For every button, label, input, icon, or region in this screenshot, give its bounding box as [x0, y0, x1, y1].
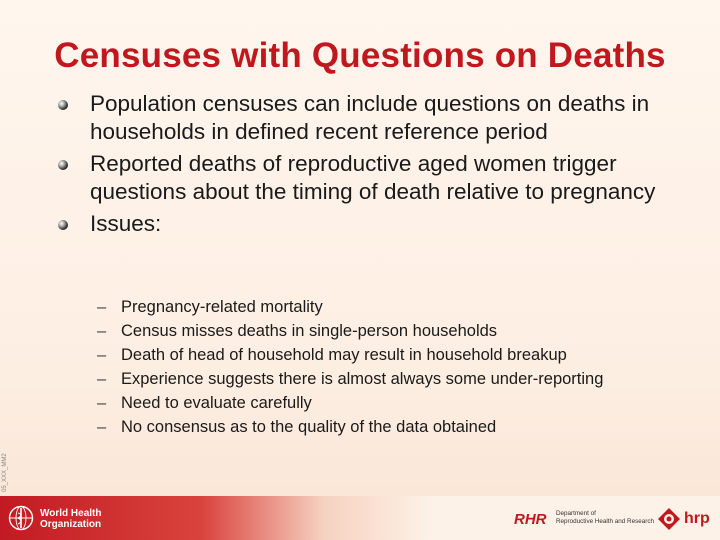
bullet-dot-icon	[58, 220, 68, 230]
rhr-logo: RHR	[514, 511, 547, 528]
dash-marker: –	[97, 370, 107, 388]
sub-bullet-item	[97, 370, 687, 389]
who-name-line2: Organization	[40, 519, 102, 530]
sub-bullet-item	[97, 346, 687, 365]
department-name	[556, 510, 654, 526]
department-line1: Department of	[556, 510, 596, 517]
sub-bullet-text: Census misses deaths in single-person households	[121, 322, 498, 340]
slide-title: Censuses with Questions on Deaths	[54, 36, 666, 75]
bullet-text: Issues:	[90, 211, 162, 236]
sub-bullet-text: Need to evaluate carefully	[121, 394, 312, 412]
dash-marker: –	[97, 418, 107, 436]
sub-bullet-item	[97, 322, 687, 341]
sub-bullet-text: Death of head of household may result in household breakup	[121, 346, 567, 364]
sub-bullet-text: Pregnancy-related mortality	[121, 298, 323, 316]
sub-bullet-item	[97, 298, 687, 317]
who-name	[40, 508, 101, 530]
bullet-item	[58, 150, 678, 206]
bullet-item	[58, 90, 678, 146]
sub-bullet-item	[97, 394, 687, 413]
department-line2: Reproductive Health and Research	[556, 518, 655, 525]
sub-bullet-list	[97, 298, 687, 442]
hrp-emblem-icon	[656, 506, 682, 532]
who-emblem-icon	[8, 505, 34, 531]
dash-marker: –	[97, 322, 107, 340]
bullet-dot-icon	[58, 100, 68, 110]
bullet-text: Population censuses can include questions on deaths in households in defined recent reference period	[90, 91, 650, 144]
hrp-logo: hrp	[684, 510, 710, 527]
dash-marker: –	[97, 298, 107, 316]
sub-bullet-text: No consensus as to the quality of the data obtained	[121, 418, 497, 436]
dash-marker: –	[97, 346, 107, 364]
slide-code: 05_XXX_MM2	[2, 453, 8, 492]
sub-bullet-text: Experience suggests there is almost always some under-reporting	[121, 370, 604, 388]
bullet-text: Reported deaths of reproductive aged women trigger questions about the timing of death relative to pregnancy	[90, 151, 656, 204]
bullet-item	[58, 210, 678, 238]
dash-marker: –	[97, 394, 107, 412]
who-name-line1: World Health	[40, 508, 102, 519]
bullet-list	[58, 90, 678, 238]
bullet-dot-icon	[58, 160, 68, 170]
sub-bullet-item	[97, 418, 687, 437]
